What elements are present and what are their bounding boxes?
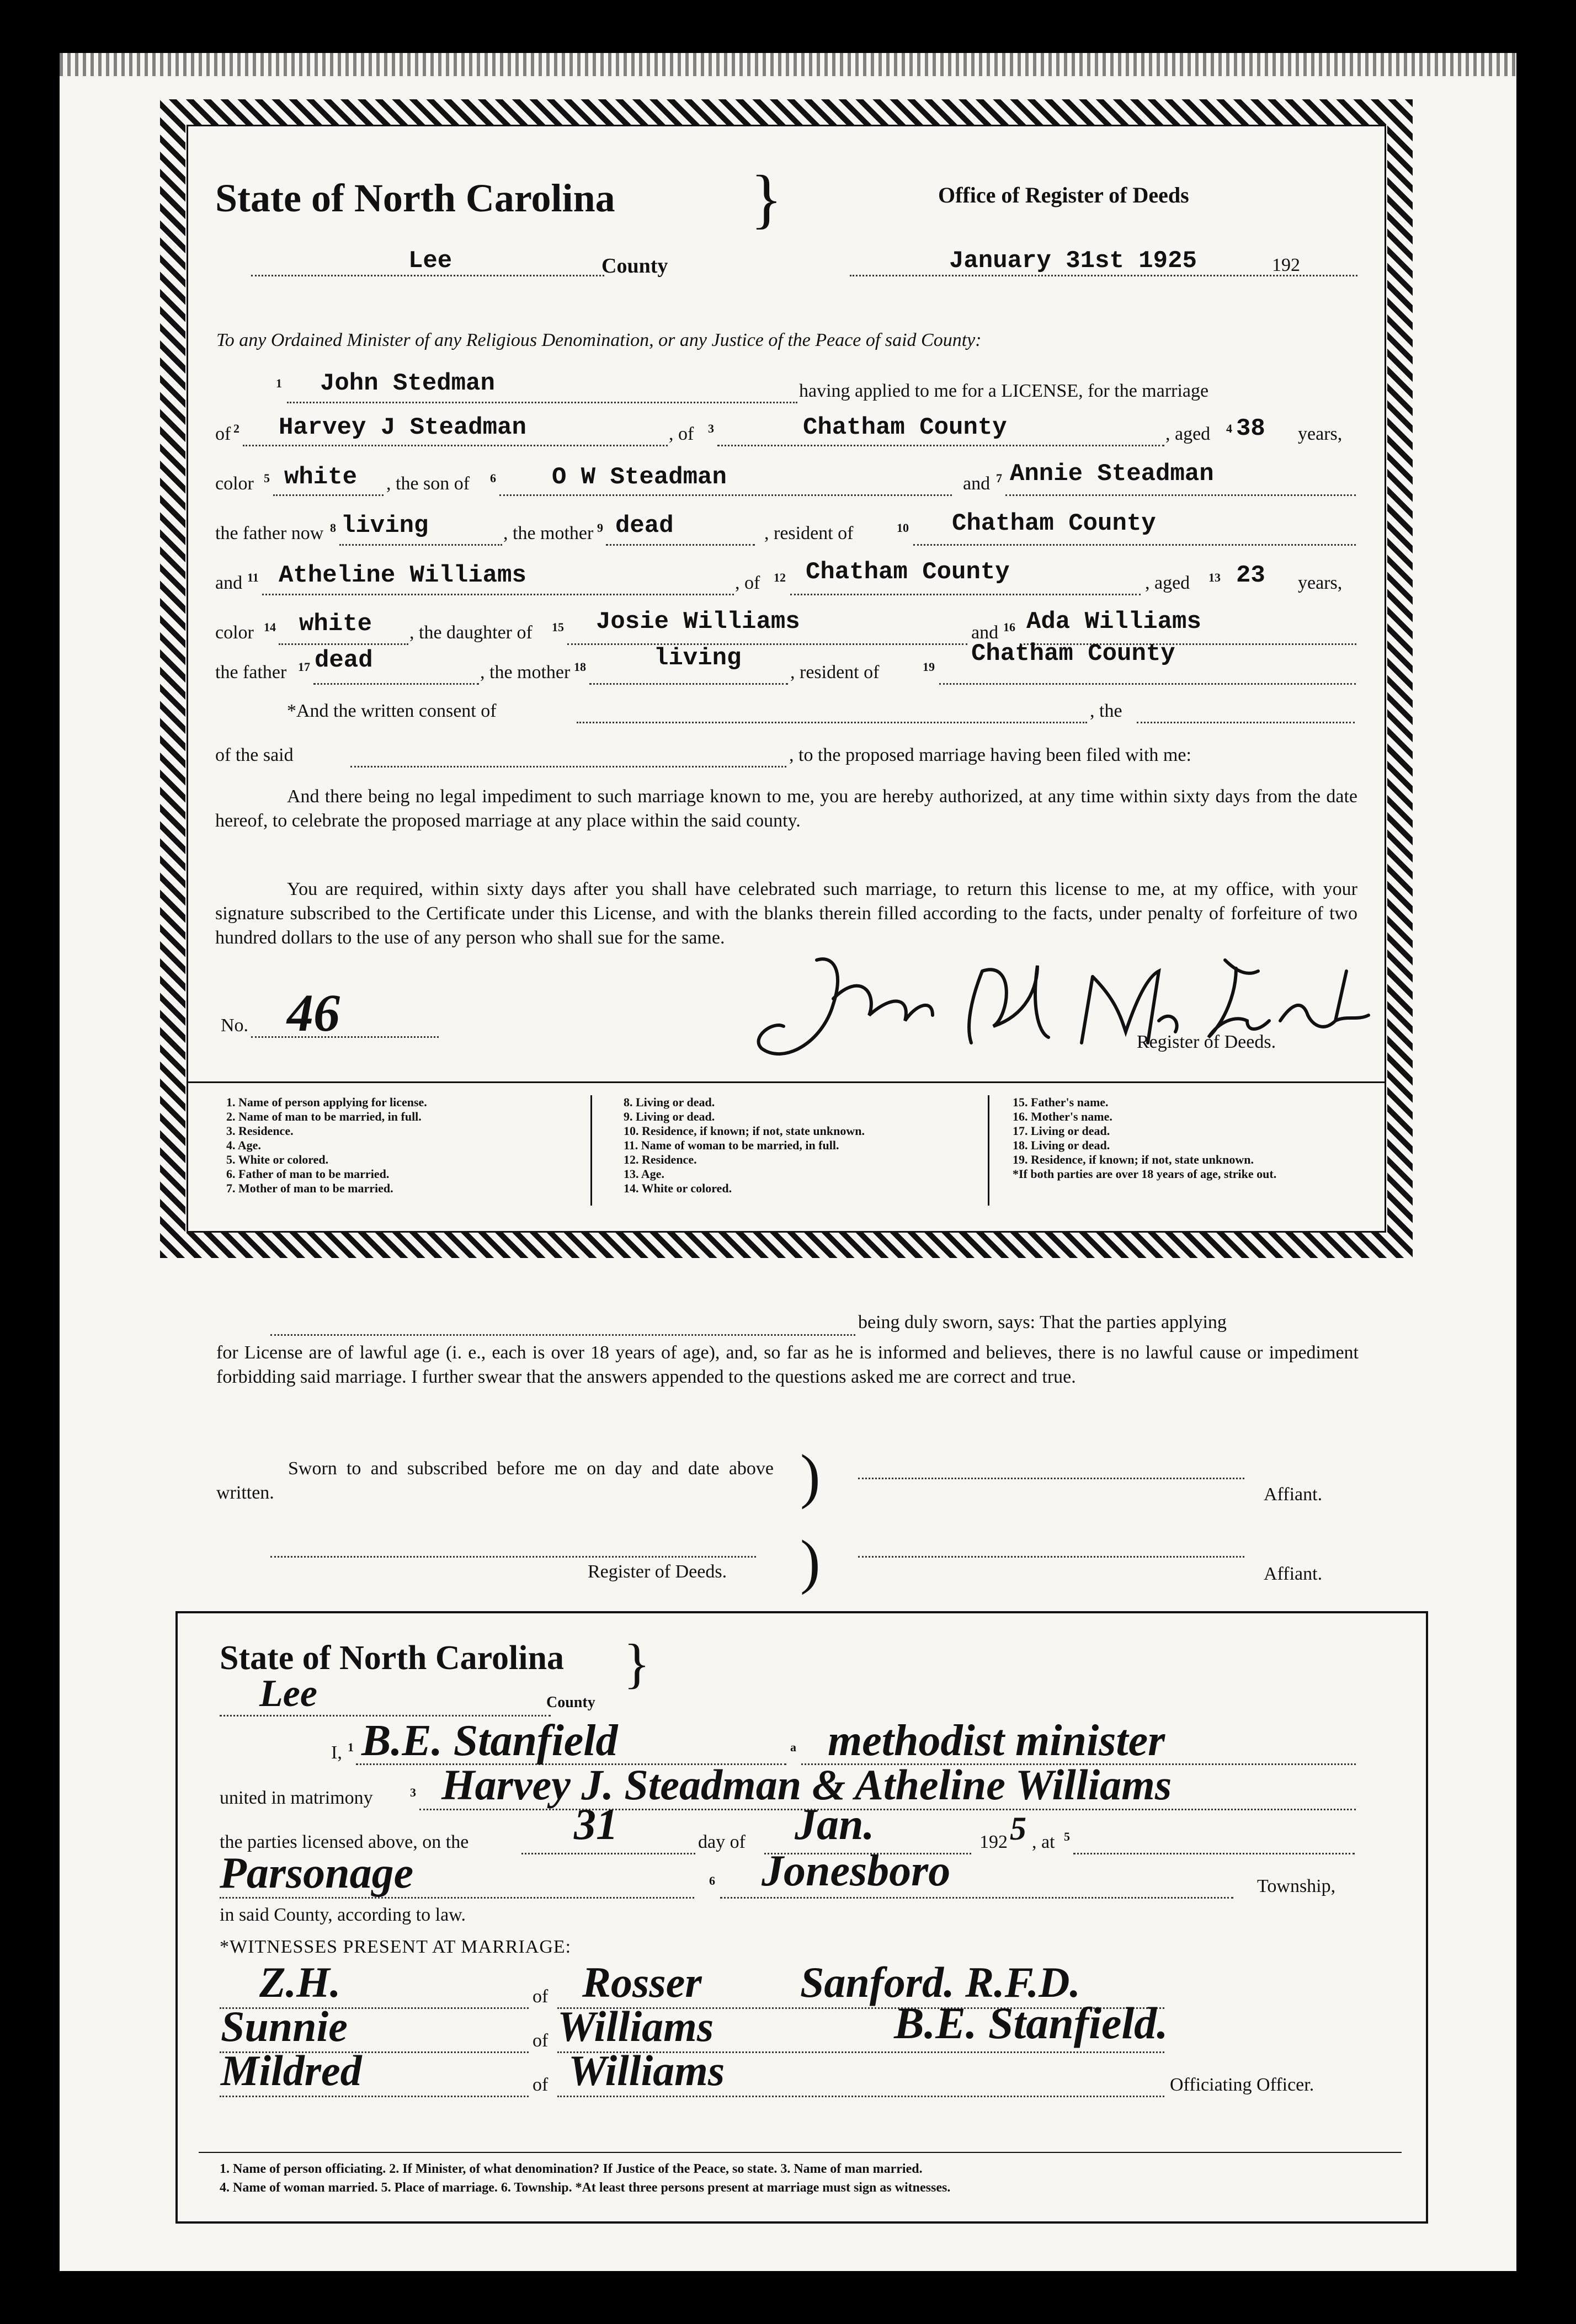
license-number: 46	[287, 983, 340, 1042]
groom-name: Harvey J Steadman	[279, 414, 526, 441]
at-line	[1073, 1853, 1355, 1854]
witness-first: Z.H.	[259, 1958, 341, 2006]
of-label: of	[533, 2030, 549, 2051]
footnote-ref: 13	[1208, 571, 1221, 584]
aged-label: , aged	[1165, 424, 1211, 444]
witness-first: Sunnie	[221, 2002, 348, 2050]
consent-said-line	[350, 766, 786, 767]
footnote-ref: 12	[774, 571, 786, 584]
consent-text: *And the written consent of	[287, 701, 497, 721]
authorization-paragraph: And there being no legal impediment to such marriage known to me, you are hereby authorized, at any time within sixty days from the date hereof, to celebrate the proposed marriage at any place within the said county.	[215, 786, 1357, 831]
united-label: united in matrimony	[220, 1788, 373, 1808]
affiant-signature-line	[858, 1556, 1244, 1558]
bride-father-line	[567, 643, 967, 645]
footnote-ref: 1	[276, 376, 282, 390]
township-label: Township,	[1257, 1876, 1336, 1896]
footnote-ref: 5	[1064, 1830, 1070, 1843]
footnote: *If both parties are over 18 years of age, strike out.	[1013, 1167, 1277, 1181]
footnote-ref: 3	[410, 1785, 416, 1799]
officiating-signature: B.E. Stanfield.	[894, 1998, 1168, 2048]
resident-of-label: , resident of	[790, 662, 880, 683]
groom-mother-status: dead	[615, 512, 674, 540]
witness-last: Williams	[557, 2002, 714, 2050]
year-label: 192	[979, 1832, 1008, 1852]
mother-label: , the mother	[503, 523, 594, 543]
footnote-ref: 8	[330, 521, 336, 535]
footnote: 8. Living or dead.	[624, 1095, 715, 1109]
register-signature-line	[270, 1556, 756, 1558]
footnote-ref: 7	[996, 471, 1002, 485]
footnote: 10. Residence, if known; if not, state unknown.	[624, 1124, 865, 1138]
footnotes-col-2	[624, 1095, 977, 1196]
and-label: and	[215, 573, 243, 593]
officiating-officer-label: Officiating Officer.	[1170, 2075, 1314, 2095]
register-of-deeds-label: Register of Deeds.	[1137, 1032, 1276, 1052]
number-label: No.	[221, 1015, 249, 1036]
bride-parents-residence: Chatham County	[971, 640, 1175, 668]
brace-divider: }	[750, 162, 782, 235]
footnote-ref: 15	[552, 620, 564, 634]
certificate-footnote-divider	[199, 2152, 1402, 2153]
groom-mother-status-line	[606, 544, 755, 546]
and-label: and	[963, 473, 991, 494]
bride-color-line	[279, 643, 408, 645]
groom-age: 38	[1236, 415, 1265, 443]
i-label: I,	[331, 1742, 342, 1763]
year-prefix: 192	[1272, 255, 1300, 275]
footnote: 3. Residence.	[226, 1124, 294, 1138]
affiant-name-line	[270, 1334, 855, 1336]
couple-names: Harvey J. Steadman & Atheline Williams	[441, 1761, 1172, 1809]
office-title: Office of Register of Deeds	[938, 183, 1189, 207]
footnote-ref: 5	[264, 471, 270, 485]
footnote-column-divider	[590, 1095, 592, 1206]
said-county-text: in said County, according to law.	[220, 1905, 466, 1925]
footnote-column-divider	[988, 1095, 989, 1206]
marriage-day: 31	[574, 1800, 618, 1849]
affiant-signature-line	[858, 1478, 1244, 1479]
having-applied-text: having applied to me for a LICENSE, for the marriage	[799, 381, 1209, 401]
footnote-ref: 2	[233, 422, 239, 435]
footnote: 11. Name of woman to be married, in full.	[624, 1138, 839, 1152]
bride-color: white	[299, 610, 372, 638]
consent-the-label: , the	[1090, 701, 1122, 721]
mother-label: , the mother	[480, 662, 571, 683]
footnote-ref: a	[790, 1740, 796, 1754]
of-label: of	[215, 424, 231, 444]
county-label: County	[601, 254, 668, 278]
bride-father-status: dead	[315, 647, 373, 674]
son-of-label: , the son of	[386, 473, 470, 494]
resident-of-label: , resident of	[764, 523, 854, 543]
footnote-ref: 14	[264, 620, 276, 634]
father-now-label: the father now	[215, 523, 324, 543]
footnote: 5. White or colored.	[226, 1153, 329, 1166]
township-name: Jonesboro	[762, 1847, 951, 1895]
footnote-ref: 18	[574, 660, 586, 674]
license-date: January 31st 1925	[949, 247, 1197, 275]
aged-label: , aged	[1145, 573, 1190, 593]
applicant-name: John Stedman	[320, 370, 495, 397]
of-label: , of	[735, 573, 760, 593]
footnote: 18. Living or dead.	[1013, 1138, 1110, 1152]
footnote-ref: 3	[708, 422, 714, 435]
bride-name-line	[262, 594, 734, 595]
footnotes-col-1	[226, 1095, 568, 1196]
affiant-label: Affiant.	[1264, 1564, 1323, 1584]
witnesses-heading: *WITNESSES PRESENT AT MARRIAGE:	[220, 1937, 572, 1957]
groom-mother-line	[1005, 494, 1356, 496]
bride-residence: Chatham County	[806, 558, 1010, 586]
brace-divider: }	[624, 1633, 650, 1694]
footnote: 15. Father's name.	[1013, 1095, 1109, 1109]
day-line	[521, 1853, 695, 1854]
years-label: years,	[1298, 424, 1343, 444]
number-line	[251, 1036, 439, 1038]
affiant-label: Affiant.	[1264, 1484, 1323, 1505]
denomination: methodist minister	[828, 1717, 1165, 1765]
witness-last: Williams	[568, 2046, 725, 2094]
color-label: color	[215, 622, 254, 643]
footnote: 12. Residence.	[624, 1153, 697, 1166]
township-line	[720, 1897, 1233, 1899]
years-label: years,	[1298, 573, 1343, 593]
state-title: State of North Carolina	[215, 176, 615, 220]
county-line	[251, 275, 604, 276]
footnote-ref: 6	[490, 471, 496, 485]
footnote-ref: 4	[1226, 422, 1232, 435]
brace-divider: )	[800, 1442, 821, 1510]
certificate-state-title: State of North Carolina	[220, 1639, 564, 1677]
requirement-paragraph: You are required, within sixty days after you shall have celebrated such marriage, to return this license to me, at my office, with your signature subscribed to the Certificate under this License, and with the blanks therein filled according to the facts, under penalty of forfeiture of two hundred dollars to the use of any person who shall sue for the same.	[215, 879, 1357, 948]
sworn-text: Sworn to and subscribed before me on day and date above written.	[216, 1458, 774, 1503]
groom-father-line	[499, 494, 952, 496]
of-label: of	[533, 1986, 549, 2007]
footnote-ref: 1	[348, 1740, 354, 1754]
groom-residence-line	[717, 445, 1164, 446]
groom-parents-residence-line	[913, 544, 1356, 546]
footnote-ref: 9	[597, 521, 603, 535]
certificate-footnote: 4. Name of woman married. 5. Place of marriage. 6. Township. *At least three persons present at marriage must sign as witnesses.	[220, 2181, 951, 2195]
father-label: the father	[215, 662, 287, 683]
address-line: To any Ordained Minister of any Religious Denomination, or any Justice of the Peace of said County:	[216, 330, 982, 350]
affidavit-text: for License are of lawful age (i. e., each is over 18 years of age), and, so far as he is informed and believes, there is no lawful cause or impediment forbidding said marriage. I further swear that the answers appended to the questions asked me are correct and true.	[216, 1342, 1359, 1387]
footnote-ref: 10	[897, 521, 909, 535]
witness-first: Mildred	[221, 2046, 362, 2094]
groom-father: O W Steadman	[552, 463, 727, 491]
consent-of-said: of the said	[215, 745, 294, 765]
groom-father-status: living	[341, 512, 429, 540]
officiant-name: B.E. Stanfield	[361, 1717, 618, 1765]
footnote: 9. Living or dead.	[624, 1110, 715, 1123]
witness-note: Sanford. R.F.D.	[800, 1958, 1080, 2006]
certificate-footnote: 1. Name of person officiating. 2. If Minister, of what denomination? If Justice of the Peace, so state. 3. Name of man married.	[220, 2162, 923, 2176]
groom-father-status-line	[339, 544, 502, 546]
footnote: 14. White or colored.	[624, 1181, 732, 1195]
certificate-county-label: County	[546, 1694, 595, 1711]
of-label: of	[533, 2075, 549, 2095]
footnote-divider	[187, 1081, 1386, 1083]
witness-line	[557, 2096, 1164, 2097]
footnote: 4. Age.	[226, 1138, 261, 1152]
marriage-year-digit: 5	[1010, 1810, 1026, 1847]
marriage-month: Jan.	[795, 1800, 875, 1849]
witness-line	[220, 2096, 529, 2097]
footnote: 16. Mother's name.	[1013, 1110, 1112, 1123]
at-label: , at	[1032, 1832, 1055, 1852]
consent-relation-line	[1137, 722, 1355, 723]
bride-parents-residence-line	[939, 683, 1356, 685]
footnote: 19. Residence, if known; if not, state unknown.	[1013, 1153, 1254, 1166]
day-of-label: day of	[698, 1832, 746, 1852]
affidavit-opening: being duly sworn, says: That the parties applying	[858, 1312, 1227, 1332]
footnote: 13. Age.	[624, 1167, 664, 1181]
witness-last: Rosser	[582, 1958, 702, 2006]
register-signature	[750, 938, 1385, 1073]
bride-mother-status-line	[589, 683, 788, 685]
color-label: color	[215, 473, 254, 494]
footnote: 7. Mother of man to be married.	[226, 1181, 393, 1195]
footnote-ref: 6	[709, 1874, 715, 1888]
and-label: and	[971, 622, 999, 643]
groom-name-line	[243, 445, 668, 446]
groom-color: white	[284, 463, 358, 491]
perforated-edge	[60, 53, 1516, 76]
groom-parents-residence: Chatham County	[952, 510, 1156, 537]
bride-father: Josie Williams	[596, 608, 800, 636]
parties-label: the parties licensed above, on the	[220, 1832, 469, 1852]
groom-color-line	[273, 494, 384, 496]
footnote: 1. Name of person applying for license.	[226, 1095, 427, 1109]
footnote-ref: 17	[298, 660, 310, 674]
footnote-ref: 19	[923, 660, 935, 674]
footnote: 17. Living or dead.	[1013, 1124, 1110, 1138]
footnote-ref: 11	[247, 571, 259, 584]
footnote: 6. Father of man to be married.	[226, 1167, 390, 1181]
footnote: 2. Name of man to be married, in full.	[226, 1110, 422, 1123]
footnote-ref: 16	[1003, 620, 1015, 634]
register-of-deeds-label: Register of Deeds.	[588, 1561, 727, 1582]
bride-mother-status: living	[654, 644, 742, 672]
consent-line	[577, 722, 1087, 723]
footnotes-col-3	[1013, 1095, 1355, 1181]
certificate-county: Lee	[259, 1672, 317, 1715]
bride-name: Atheline Williams	[279, 562, 526, 589]
county-value: Lee	[408, 247, 452, 275]
bride-father-status-line	[313, 683, 479, 685]
of-label: , of	[669, 424, 694, 444]
bride-age: 23	[1236, 562, 1265, 589]
consent-end-text: , to the proposed marriage having been filed with me:	[789, 745, 1191, 765]
bride-residence-line	[790, 594, 1141, 595]
bride-mother: Ada Williams	[1026, 608, 1201, 636]
groom-residence: Chatham County	[803, 414, 1007, 441]
applicant-line	[287, 402, 797, 403]
marriage-place: Parsonage	[220, 1849, 414, 1897]
groom-mother: Annie Steadman	[1010, 460, 1214, 488]
brace-divider: )	[800, 1528, 821, 1595]
daughter-of-label: , the daughter of	[409, 622, 533, 643]
